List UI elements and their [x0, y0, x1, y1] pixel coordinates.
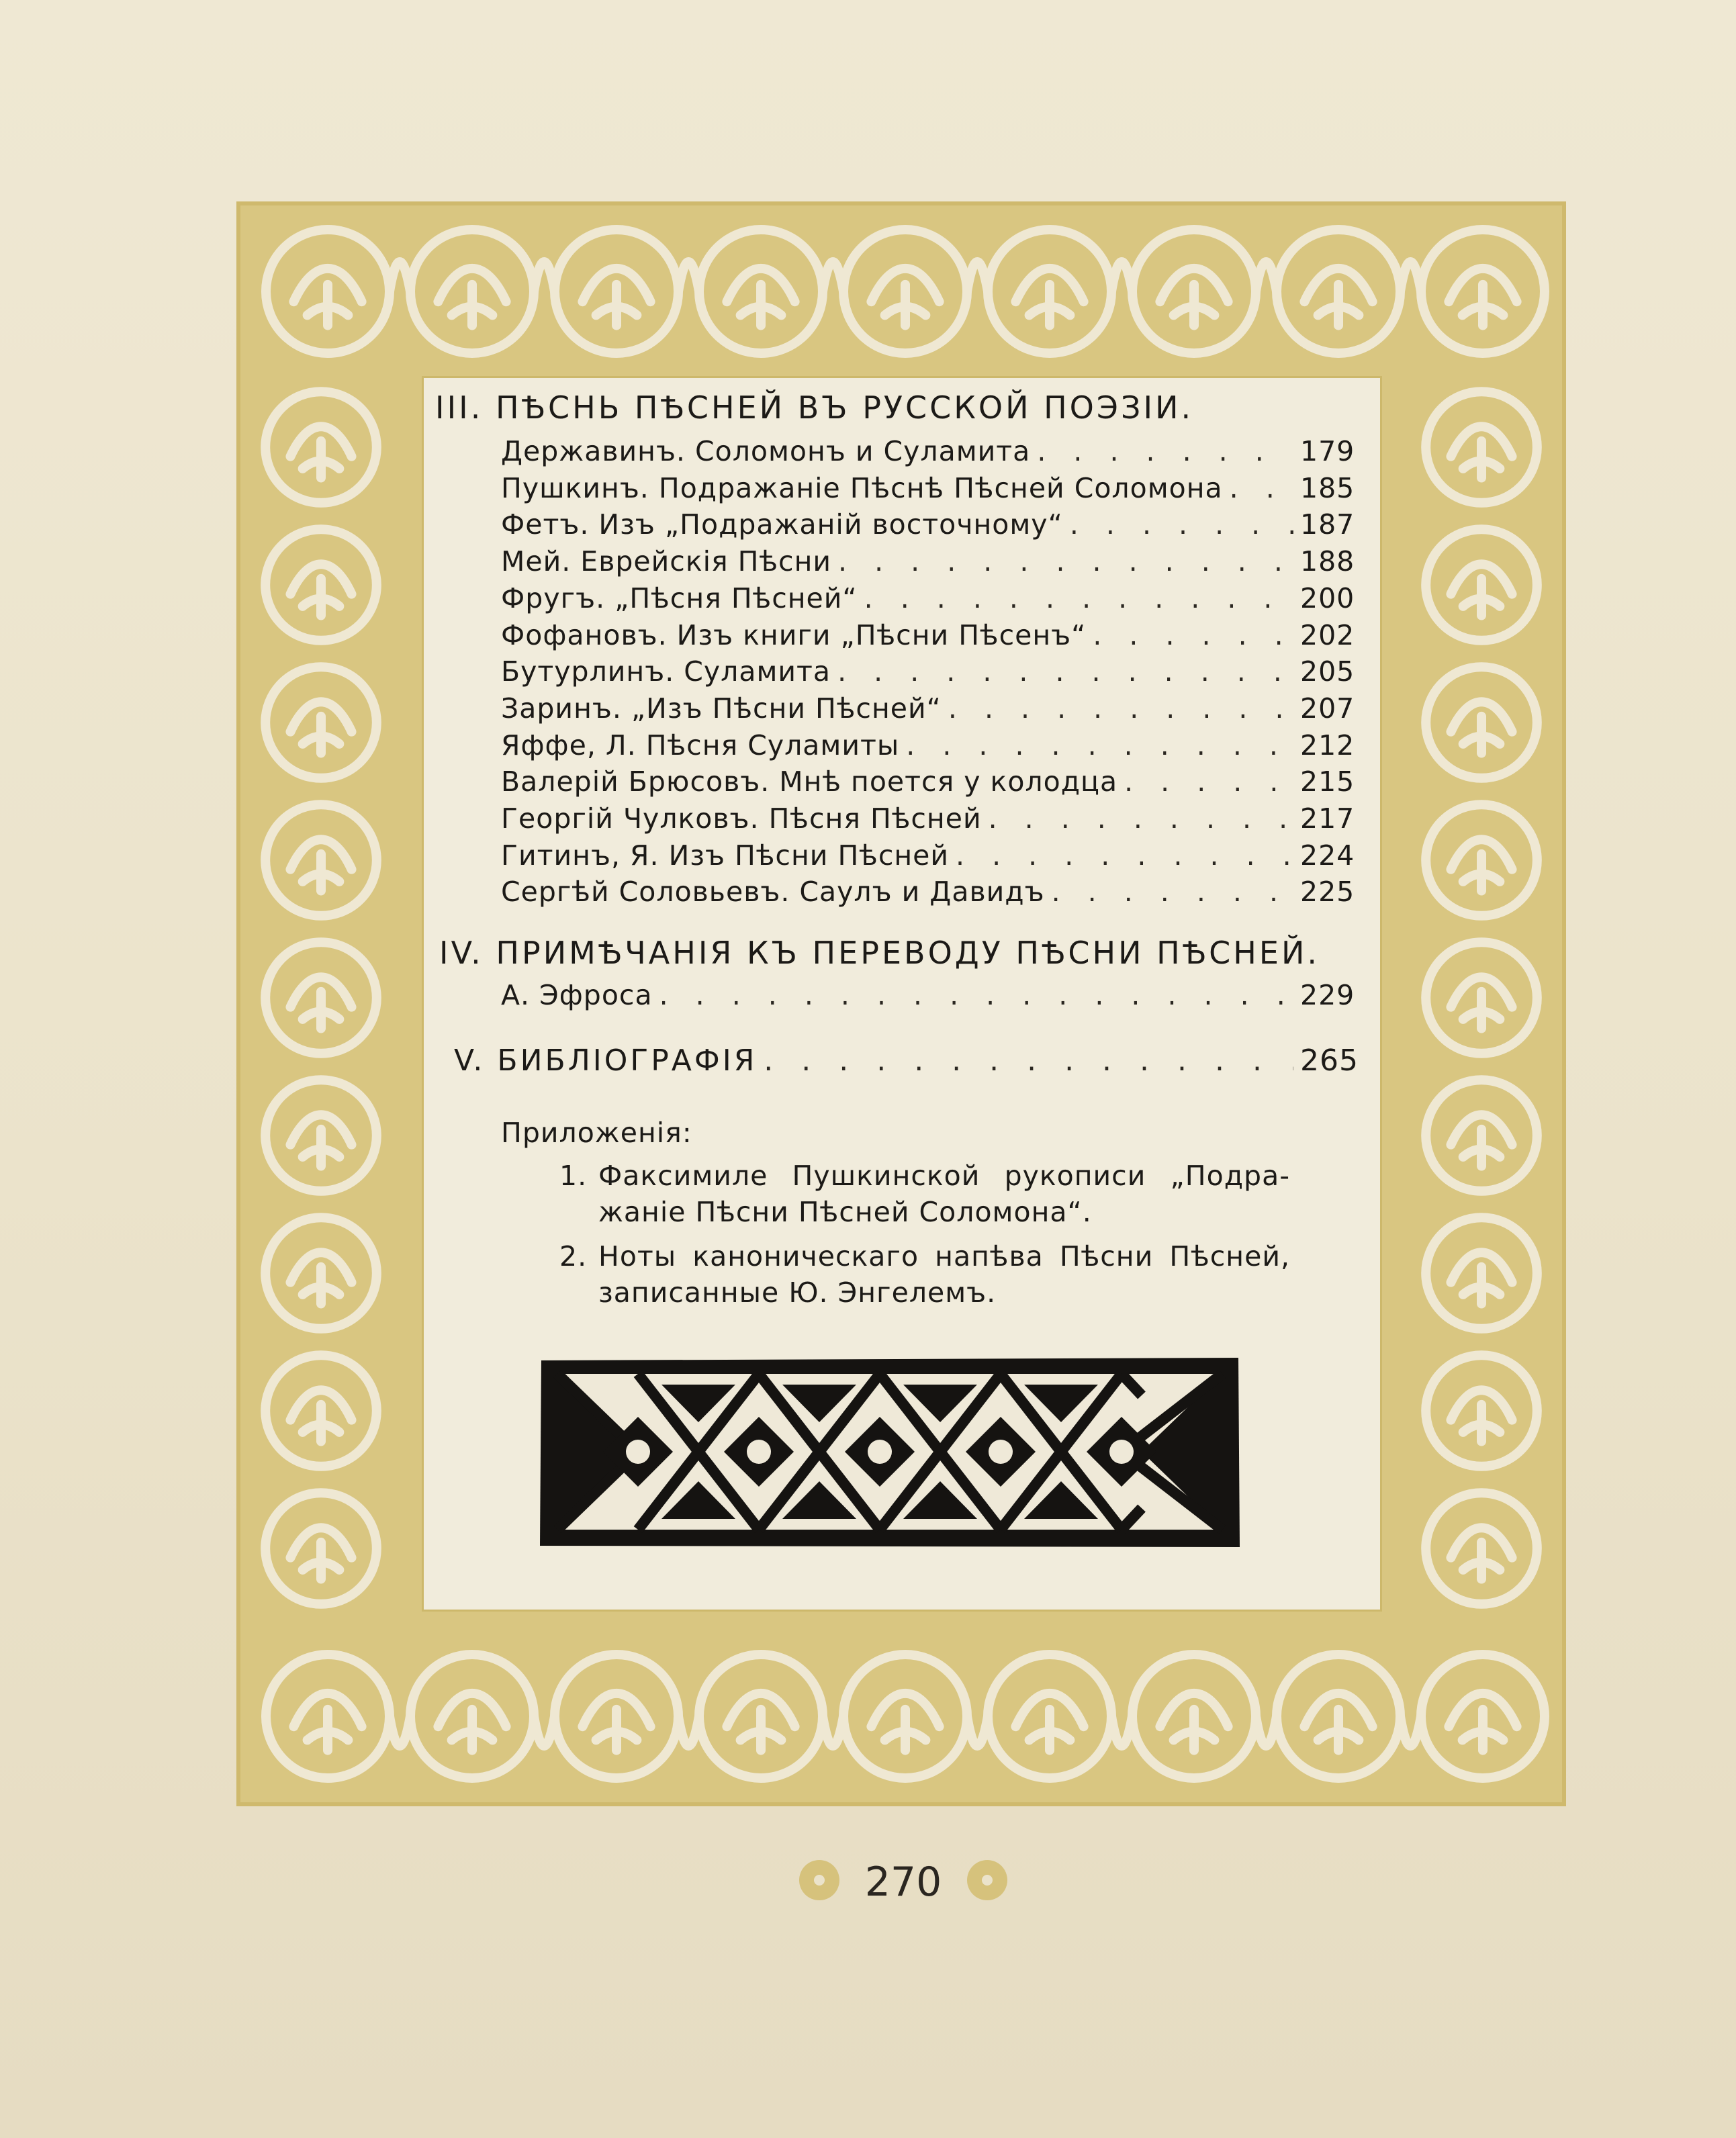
entry-page: 207: [1300, 692, 1355, 725]
section-heading-5: [454, 1043, 1359, 1081]
entry-title: Сергѣй Соловьевъ. Саулъ и Давидъ: [501, 876, 1045, 909]
entry-page: 224: [1300, 839, 1355, 872]
section-numeral: V.: [454, 1043, 486, 1078]
dot-leader: [837, 655, 1293, 688]
appendix-item-2-line1: Ноты каноническаго напѣва Пѣсни Пѣсней,: [598, 1240, 1290, 1272]
dot-leader: [1052, 876, 1293, 908]
entry-page: 265: [1300, 1043, 1359, 1078]
entry-title: Валерій Брюсовъ. Мнѣ поется у колодца: [501, 765, 1118, 798]
entry-page: 215: [1300, 765, 1355, 798]
entry-page: 187: [1300, 508, 1355, 541]
entry-page: 185: [1300, 471, 1355, 504]
entry-page: 179: [1300, 435, 1355, 467]
appendix-item-2-num: 2.: [559, 1240, 588, 1272]
dot-leader: [838, 545, 1293, 577]
entry-title: Фофановъ. Изъ книги „Пѣсни Пѣсенъ“: [501, 618, 1087, 651]
entry-title: Бутурлинъ. Суламита: [501, 655, 831, 688]
appendix-label: Приложенія:: [501, 1117, 692, 1149]
dot-leader: [906, 729, 1293, 761]
page-number: [792, 1847, 1014, 1914]
toc-entry: [501, 839, 1354, 877]
section-heading-4: [439, 935, 1320, 971]
toc-entry: [501, 802, 1354, 840]
decorative-tailpiece: [537, 1355, 1242, 1550]
section-numeral: III.: [435, 389, 484, 426]
dot-leader: [659, 979, 1293, 1011]
toc-entry: [501, 435, 1354, 473]
dot-leader: [764, 1043, 1293, 1078]
dot-leader: [1230, 472, 1293, 504]
dot-leader: [1124, 765, 1293, 798]
dot-leader: [956, 839, 1293, 872]
entry-page: 217: [1300, 802, 1355, 835]
toc-entry: [501, 545, 1354, 583]
entry-title: Мей. Еврейскія Пѣсни: [501, 545, 832, 578]
toc-entry: [501, 619, 1354, 657]
section-numeral: IV.: [439, 935, 484, 971]
section-heading-3: [435, 389, 1193, 426]
entry-title: А. Эфроса: [501, 979, 653, 1011]
toc-entry: [501, 729, 1354, 767]
section-title: ПРИМѢЧАНІЯ КЪ ПЕРЕВОДУ ПѢСНИ ПѢСНЕЙ.: [496, 935, 1320, 971]
toc-entry: [501, 765, 1354, 803]
section-title: [454, 1043, 757, 1078]
appendix-item-1-line1: Факсимиле Пушкинской рукописи „Подра-: [598, 1160, 1290, 1192]
entry-page: 188: [1300, 545, 1355, 578]
page-number-text: 270: [864, 1859, 942, 1906]
toc-entry: [501, 508, 1354, 546]
toc-entry: [501, 582, 1354, 620]
entry-title: Заринъ. „Изъ Пѣсни Пѣсней“: [501, 692, 942, 725]
entry-title: Державинъ. Соломонъ и Суламита: [501, 435, 1031, 467]
entry-page: 212: [1300, 729, 1355, 761]
section-title-text: БИБЛІОГРАФІЯ: [497, 1043, 758, 1078]
toc-entry: [501, 876, 1354, 913]
entry-page: 202: [1300, 618, 1355, 651]
appendix-item-2-line2: записанные Ю. Энгелемъ.: [598, 1276, 997, 1309]
entry-page: 229: [1300, 979, 1355, 1011]
entry-title: Фетъ. Изъ „Подражаній восточному“: [501, 508, 1063, 541]
entry-title: Пушкинъ. Подражаніе Пѣснѣ Пѣсней Соломона: [501, 471, 1223, 504]
entry-title: Георгій Чулковъ. Пѣсня Пѣсней: [501, 802, 982, 835]
dot-leader: [864, 582, 1293, 614]
appendix-item-1-num: 1.: [559, 1160, 588, 1192]
toc-entry: [501, 979, 1354, 1017]
toc-entry: [501, 692, 1354, 730]
entry-page: 225: [1300, 876, 1355, 909]
entry-title: Яффе, Л. Пѣсня Суламиты: [501, 729, 900, 761]
dot-leader: [1093, 619, 1293, 651]
appendix-item-1-line2: жаніе Пѣсни Пѣсней Соломона“.: [598, 1196, 1092, 1228]
entry-page: 200: [1300, 582, 1355, 614]
dot-leader: [1070, 508, 1293, 541]
toc-entry: [501, 472, 1354, 510]
section-title: ПѢСНЬ ПѢСНЕЙ ВЪ РУССКОЙ ПОЭЗІИ.: [495, 389, 1194, 426]
toc-entry: [501, 655, 1354, 693]
entry-title: Гитинъ, Я. Изъ Пѣсни Пѣсней: [501, 839, 950, 872]
dot-leader: [948, 692, 1293, 725]
entry-page: 205: [1300, 655, 1355, 688]
dot-leader: [989, 802, 1293, 835]
dot-leader: [1037, 435, 1293, 467]
entry-title: Фругъ. „Пѣсня Пѣсней“: [501, 582, 858, 614]
